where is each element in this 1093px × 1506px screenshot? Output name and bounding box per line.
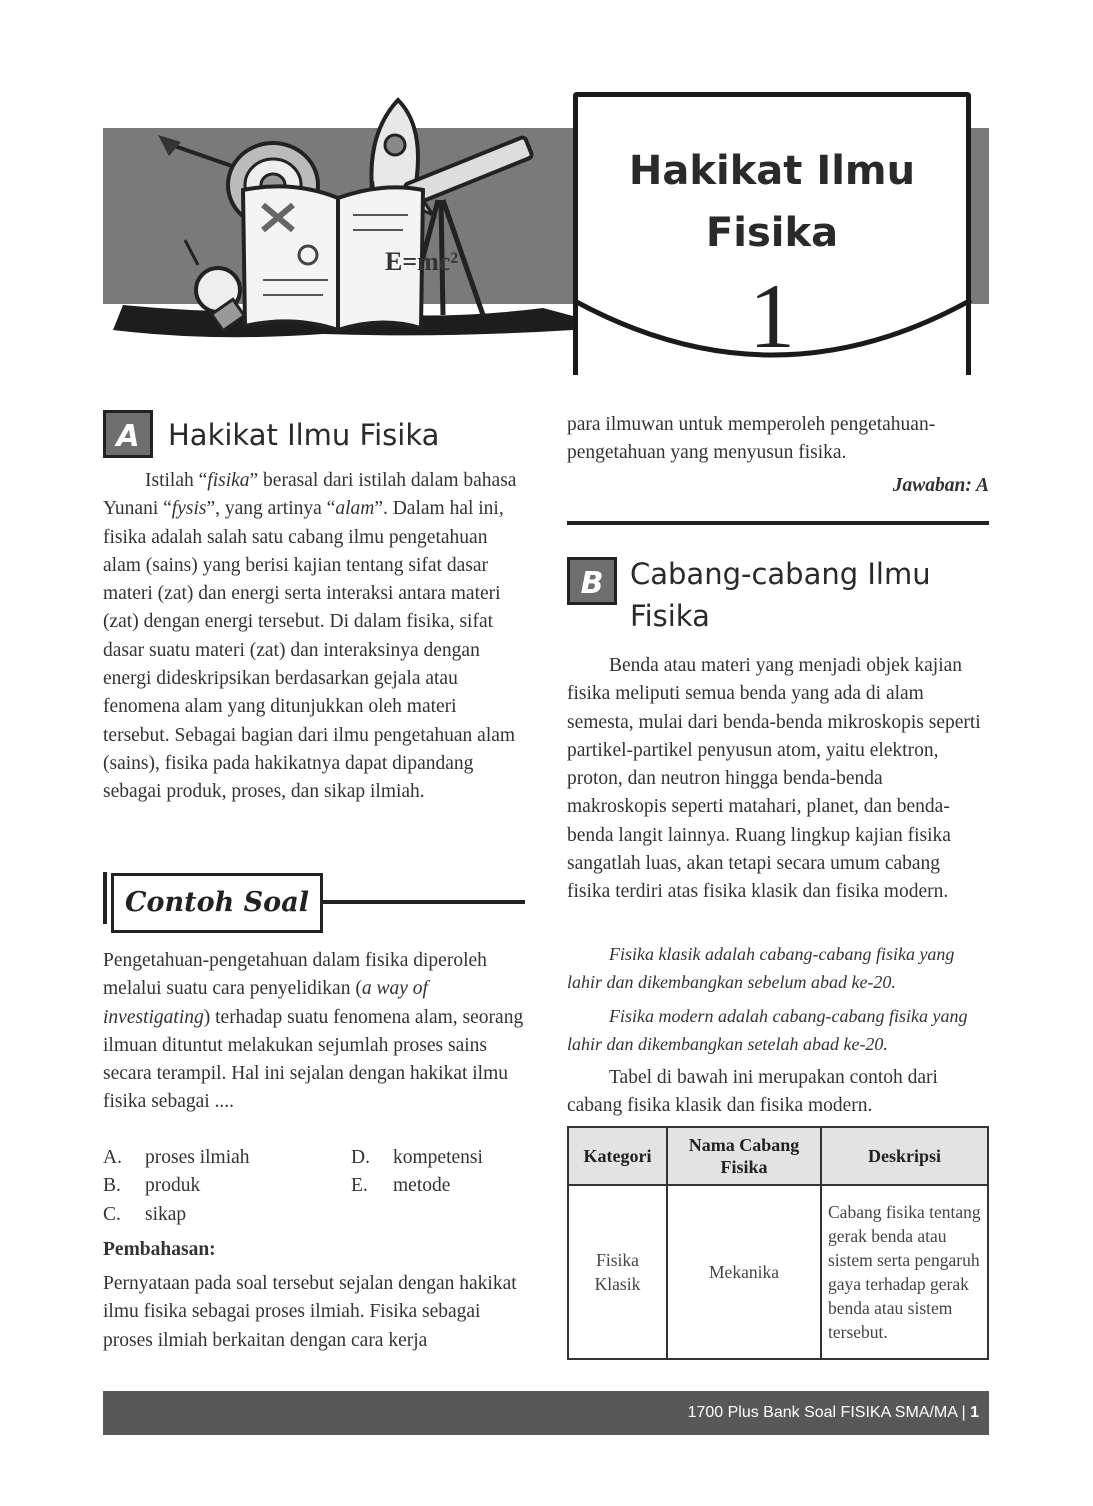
table-cell-nama: Mekanika — [667, 1185, 821, 1359]
section-b-title-line1: Cabang-cabang Ilmu — [630, 557, 931, 591]
question-run: ) terhadap suatu fenomena alam, seorang ilmuan dituntut melakukan sejumlah proses sains secara terampil. Hal ini sejalan dengan hakikat ilmu fisika sebagai .... — [103, 1006, 524, 1113]
table-header-kategori: Kategori — [568, 1127, 667, 1185]
table-header-row — [568, 1127, 988, 1185]
section-a-badge: A — [103, 410, 153, 458]
klasik-definition: Fisika klasik adalah cabang-cabang fisika yang lahir dan dikembangkan sebelum abad ke-20. — [567, 944, 955, 992]
pembahasan-label: Pembahasan: — [103, 1239, 216, 1260]
chapter-title — [578, 140, 966, 264]
answer-text: Jawaban: A — [892, 475, 989, 496]
section-a-paragraph-run: Istilah “ — [145, 470, 208, 491]
option-c-letter: C. — [103, 1203, 121, 1225]
option-a-letter: A. — [103, 1147, 122, 1168]
pembahasan-text-right — [567, 411, 997, 468]
section-b-title-line2: Fisika — [630, 599, 710, 633]
option-c-text: sikap — [145, 1203, 187, 1225]
contoh-soal-rule — [323, 900, 525, 904]
section-a-paragraph-run: fisika — [207, 470, 250, 491]
pembahasan-run: Pernyataan pada soal tersebut sejalan dengan hakikat ilmu fisika sebagai proses ilmiah. Fisika sebagai proses ilmiah berkaitan dengan cara kerja — [103, 1273, 517, 1351]
option-a-text: proses ilmiah — [145, 1147, 250, 1168]
section-b-title — [630, 553, 931, 637]
footer-text — [103, 1391, 979, 1435]
table-header-deskripsi: Deskripsi — [821, 1127, 988, 1185]
pembahasan-text-left — [103, 1270, 533, 1355]
section-b-paragraph: Benda atau materi yang menjadi objek kajian fisika meliputi semua benda yang ada di alam semesta, mulai dari benda-benda mikroskopis seperti partikel-partikel penyusun atom, yaitu elektron, proton, dan neutron hingga benda-benda makroskopis seperti matahari, planet, dan benda-benda langit lainnya. Ruang lingkup kajian fisika sangatlah luas, akan tetapi secara umum cabang fisika terdiri atas fisika klasik dan fisika modern. — [567, 655, 981, 903]
question-run: a way of investigating — [103, 978, 428, 1028]
contoh-soal-side-rule — [103, 872, 107, 924]
section-a-paragraph-run: alam — [335, 498, 375, 520]
option-e-letter: E. — [351, 1175, 368, 1197]
option-d-text: kompetensi — [393, 1147, 483, 1168]
cabang-table — [567, 1126, 989, 1360]
modern-definition: Fisika modern adalah cabang-cabang fisika yang lahir dan dikembangkan setelah abad ke-20. — [567, 1006, 968, 1054]
formula-text: E=mc² — [385, 247, 459, 276]
chapter-title-line1: Hakikat Ilmu — [628, 148, 916, 194]
contoh-soal-label: Contoh Soal — [125, 887, 309, 918]
page-number: 1 — [970, 1404, 979, 1421]
option-row — [103, 1172, 525, 1200]
section-a-title: Hakikat Ilmu Fisika — [168, 418, 440, 452]
section-a-paragraph-run: ” berasal dari istilah dalam bahasa Yunani “ — [103, 470, 517, 520]
table-cell-kategori: Fisika Klasik — [568, 1185, 667, 1359]
table-row — [568, 1185, 988, 1359]
section-a-paragraph-run: ”. Dalam hal ini, fisika adalah salah satu cabang ilmu pengetahuan alam (sains) yang berisi kajian tentang sifat dasar materi (zat) dan energi serta interaksi antara materi (zat) dengan energi tersebut. Di dalam fisika, sifat dasar suatu materi (zat) dan interaksinya dengan energi dideskripsikan berdasarkan gejala atau fenomena alam yang ditunjukkan oleh materi tersebut. Sebagai bagian dari ilmu pengetahuan alam (sains), fisika pada hakikatnya dapat dipandang sebagai produk, proses, dan sikap ilmiah. — [103, 498, 516, 803]
option-b-letter: B. — [103, 1175, 121, 1197]
pembahasan-run: para ilmuwan untuk memperoleh pengetahuan-pengetahuan yang menyusun fisika. — [567, 414, 936, 464]
section-divider — [567, 521, 989, 525]
section-a-paragraph-run: ”, yang artinya “ — [206, 498, 336, 520]
option-row — [103, 1201, 525, 1229]
option-row — [103, 1144, 525, 1172]
option-e-text: metode — [393, 1175, 451, 1197]
options-list — [103, 1144, 525, 1229]
footer-separator: | — [961, 1404, 966, 1421]
table-cell-deskripsi: Cabang fisika tentang gerak benda atau sistem serta pengaruh gaya terhadap gerak benda atau sistem tersebut. — [821, 1185, 988, 1359]
book-title: 1700 Plus Bank Soal FISIKA SMA/MA — [687, 1404, 958, 1421]
table-intro: Tabel di bawah ini merupakan contoh dari cabang fisika klasik dan fisika modern. — [567, 1067, 938, 1117]
chapter-title-line2: Fisika — [705, 210, 839, 256]
section-a-paragraph-run: fysis — [171, 498, 207, 520]
section-a-paragraph — [103, 467, 525, 807]
section-b-badge: B — [567, 557, 617, 605]
science-illustration — [103, 90, 573, 360]
chapter-number: 1 — [749, 265, 795, 367]
question-run: Pengetahuan-pengetahuan dalam fisika diperoleh melalui suatu cara penyelidikan ( — [103, 950, 487, 1000]
table-header-nama: Nama Cabang Fisika — [667, 1127, 821, 1185]
option-b-text: produk — [145, 1175, 201, 1197]
option-d-letter: D. — [351, 1147, 370, 1168]
question-text — [103, 947, 525, 1117]
